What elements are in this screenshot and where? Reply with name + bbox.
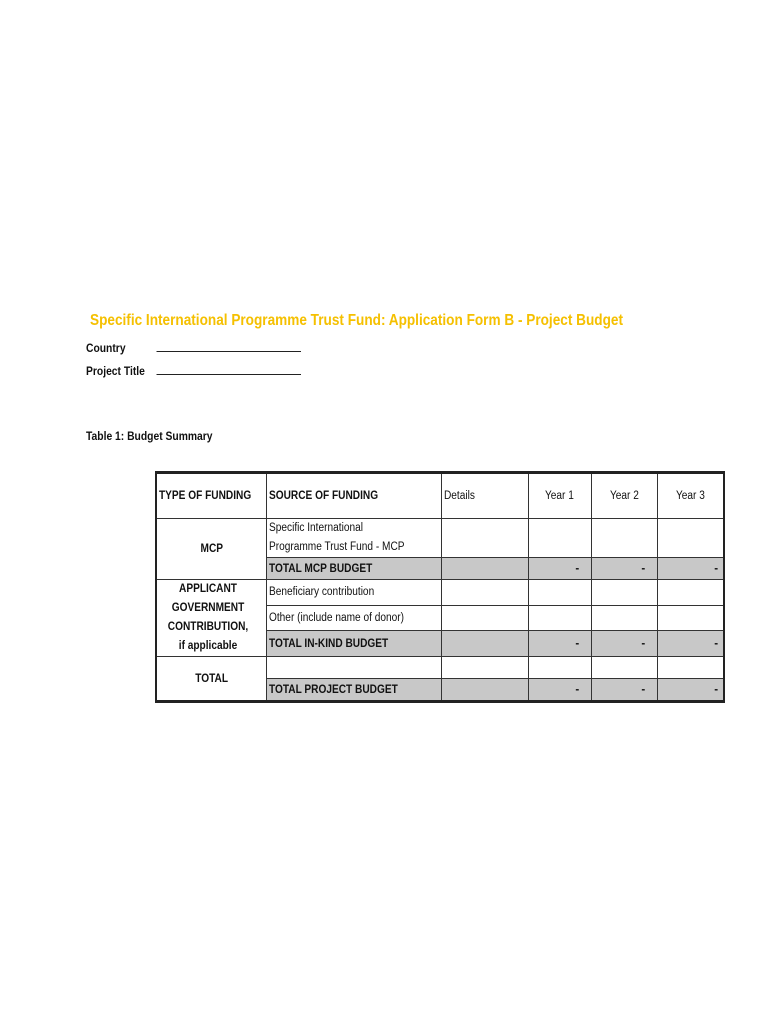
mcp-type-cell: MCP bbox=[156, 519, 266, 580]
project-title-blank-line[interactable] bbox=[157, 364, 301, 375]
total-blank-year3 bbox=[657, 657, 724, 679]
total-project-year1: - bbox=[528, 679, 591, 702]
total-blank-source bbox=[266, 657, 441, 679]
applicant-type-cell: APPLICANT GOVERNMENT CONTRIBUTION, if applicable bbox=[156, 580, 266, 657]
project-title-label: Project Title bbox=[86, 364, 145, 378]
header-year-1: Year 1 bbox=[528, 473, 591, 519]
total-mcp-details bbox=[441, 558, 528, 580]
total-mcp-year2: - bbox=[591, 558, 657, 580]
total-inkind-label: TOTAL IN-KIND BUDGET bbox=[266, 631, 441, 657]
country-row bbox=[86, 341, 301, 355]
beneficiary-year2[interactable] bbox=[591, 580, 657, 606]
total-project-label: TOTAL PROJECT BUDGET bbox=[266, 679, 441, 702]
total-mcp-year1: - bbox=[528, 558, 591, 580]
total-project-year2: - bbox=[591, 679, 657, 702]
table-caption: Table 1: Budget Summary bbox=[86, 429, 213, 443]
mcp-year3-cell[interactable] bbox=[657, 519, 724, 558]
total-blank-year2 bbox=[591, 657, 657, 679]
beneficiary-year1[interactable] bbox=[528, 580, 591, 606]
mcp-details-cell[interactable] bbox=[441, 519, 528, 558]
beneficiary-details[interactable] bbox=[441, 580, 528, 606]
mcp-year1-cell[interactable] bbox=[528, 519, 591, 558]
mcp-source-cell: Specific International Programme Trust Fund - MCP bbox=[266, 519, 441, 558]
header-source-of-funding: SOURCE OF FUNDING bbox=[266, 473, 441, 519]
total-inkind-year3: - bbox=[657, 631, 724, 657]
form-title: Specific International Programme Trust Fund: Application Form B - Project Budget bbox=[90, 312, 623, 329]
total-blank-row bbox=[156, 657, 724, 679]
total-inkind-year1: - bbox=[528, 631, 591, 657]
country-blank-line[interactable] bbox=[157, 341, 301, 352]
mcp-year2-cell[interactable] bbox=[591, 519, 657, 558]
total-mcp-label: TOTAL MCP BUDGET bbox=[266, 558, 441, 580]
mcp-source-row bbox=[156, 519, 724, 558]
other-year1[interactable] bbox=[528, 605, 591, 631]
country-label: Country bbox=[86, 341, 126, 355]
header-type-of-funding: TYPE OF FUNDING bbox=[156, 473, 266, 519]
budget-summary-table bbox=[155, 471, 725, 703]
total-blank-year1 bbox=[528, 657, 591, 679]
beneficiary-year3[interactable] bbox=[657, 580, 724, 606]
header-row bbox=[156, 473, 724, 519]
header-year-3: Year 3 bbox=[657, 473, 724, 519]
project-title-row bbox=[86, 364, 301, 378]
other-details[interactable] bbox=[441, 605, 528, 631]
other-year3[interactable] bbox=[657, 605, 724, 631]
total-inkind-year2: - bbox=[591, 631, 657, 657]
beneficiary-label: Beneficiary contribution bbox=[266, 580, 441, 606]
total-type-cell: TOTAL bbox=[156, 657, 266, 702]
total-mcp-year3: - bbox=[657, 558, 724, 580]
beneficiary-row bbox=[156, 580, 724, 606]
other-label: Other (include name of donor) bbox=[266, 605, 441, 631]
total-project-details bbox=[441, 679, 528, 702]
total-inkind-details bbox=[441, 631, 528, 657]
header-year-2: Year 2 bbox=[591, 473, 657, 519]
other-year2[interactable] bbox=[591, 605, 657, 631]
total-project-year3: - bbox=[657, 679, 724, 702]
total-blank-details bbox=[441, 657, 528, 679]
header-details: Details bbox=[441, 473, 528, 519]
